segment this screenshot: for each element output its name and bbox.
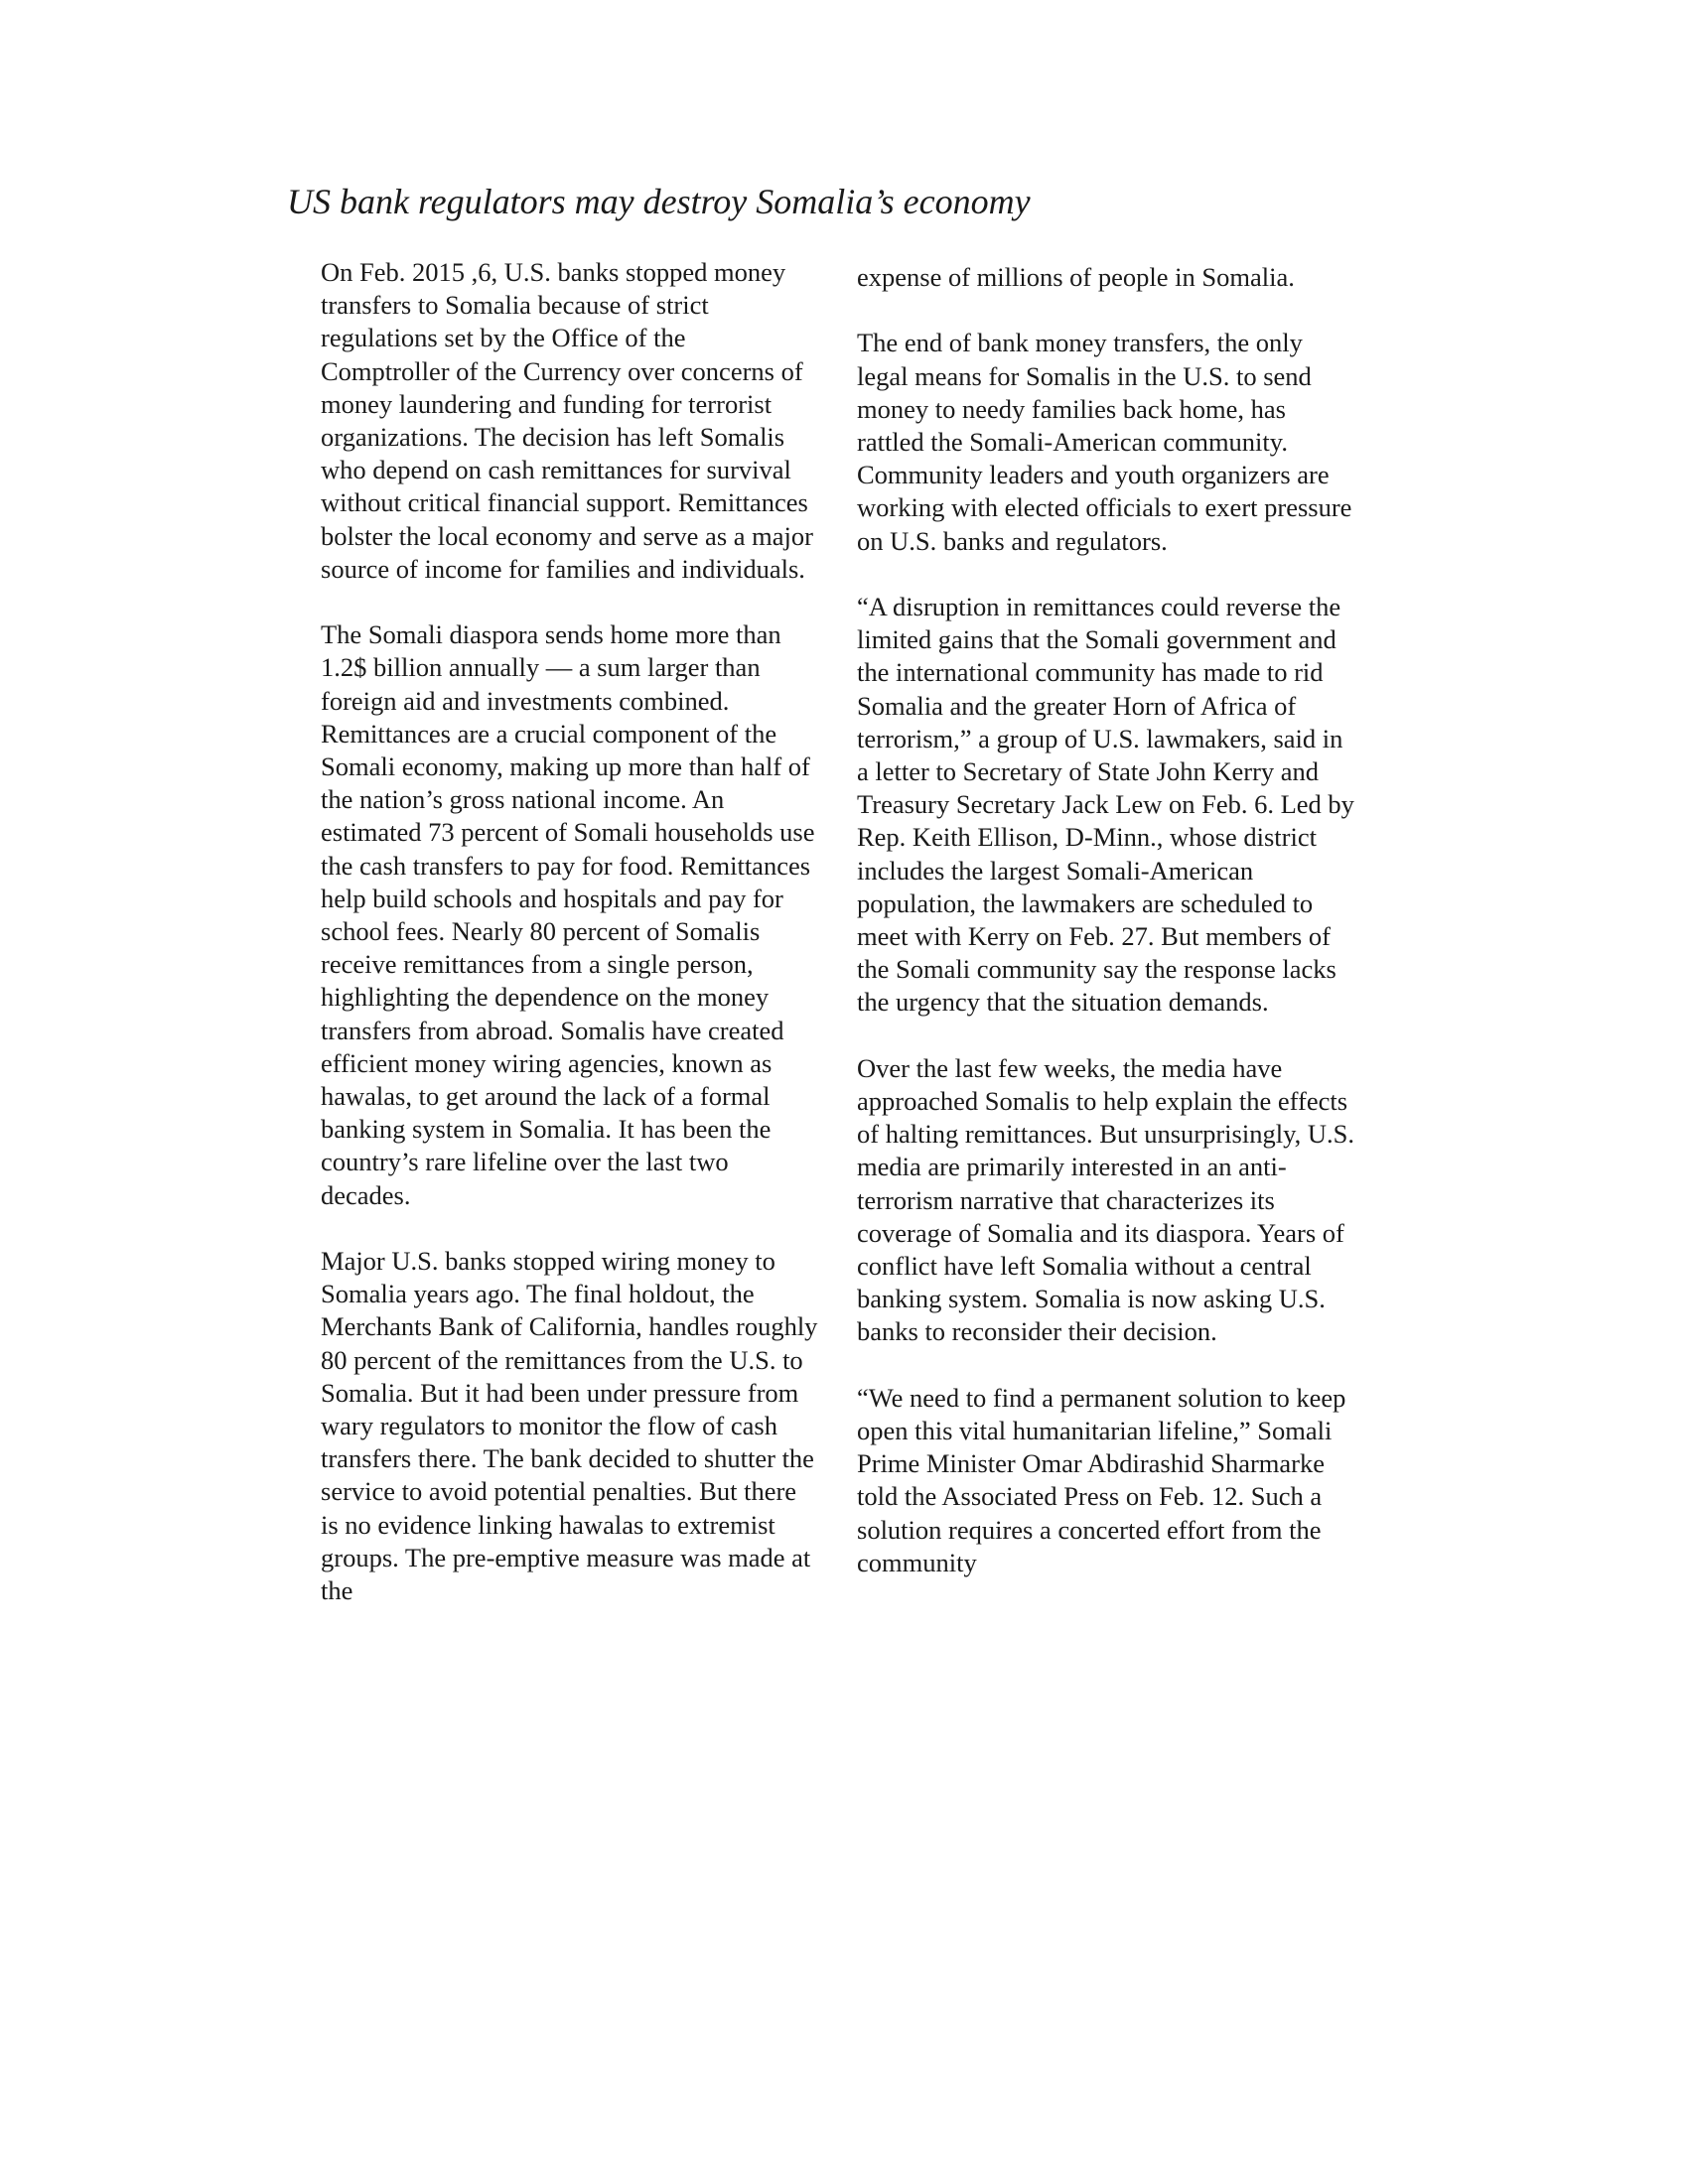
article-title: US bank regulators may destroy Somalia’s economy [287, 182, 1031, 221]
paragraph: expense of millions of people in Somalia. [857, 262, 1295, 292]
paragraph: “A disruption in remittances could reverse the limited gains that the Somali government and the international community has made to rid Somalia and the greater Horn of Africa of terrorism,” a group of U.S. lawmakers, said in a letter to Secretary of State John Kerry and Treasury Secretary Jack Lew on Feb. 6. Led by Rep. Keith Ellison, D-Minn., whose district includes the largest Somali-American population, the lawmakers are scheduled to meet with Kerry on Feb. 27. But members of the Somali community say the response lacks the urgency that the situation demands. [857, 592, 1354, 1018]
left-column [321, 256, 819, 1607]
paragraph: The end of bank money transfers, the only legal means for Somalis in the U.S. to send money to needy families back home, has rattled the Somali-American community. Community leaders and youth organizers are working with elected officials to exert pressure on U.S. banks and regulators. [857, 328, 1352, 556]
paragraph: On Feb. 2015 ,6, U.S. banks stopped money transfers to Somalia because of strict regulations set by the Office of the Comptroller of the Currency over concerns of money laundering and funding for terrorist organizations. The decision has left Somalis who depend on cash remittances for survival without critical financial support. Remittances bolster the local economy and serve as a major source of income for families and individuals. [321, 257, 813, 584]
paragraph: Over the last few weeks, the media have approached Somalis to help explain the effects of halting remittances. But unsurprisingly, U.S. media are primarily interested in an anti-terrorism narrative that characterizes its coverage of Somalia and its diaspora. Years of conflict have left Somalia without a central banking system. Somalia is now asking U.S. banks to reconsider their decision. [857, 1052, 1354, 1347]
paragraph: The Somali diaspora sends home more than 1.2$ billion annually — a sum larger than foreign aid and investments combined. Remittances are a crucial component of the Somali economy, making up more than half of the nation’s gross national income. An estimated 73 percent of Somali households use the cash transfers to pay for food. Remittances help build schools and hospitals and pay for school fees. Nearly 80 percent of Somalis receive remittances from a single person, highlighting the dependence on the money transfers from abroad. Somalis have created efficient money wiring agencies, known as hawalas, to get around the lack of a formal banking system in Somalia. It has been the country’s rare lifeline over the last two decades. [321, 619, 815, 1210]
right-column [857, 261, 1355, 1579]
paragraph: “We need to find a permanent solution to keep open this vital humanitarian lifeline,” Somali Prime Minister Omar Abdirashid Sharmarke told the Associated Press on Feb. 12. Such a solution requires a concerted effort from the community [857, 1382, 1346, 1577]
paragraph: Major U.S. banks stopped wiring money to Somalia years ago. The final holdout, the Merchants Bank of California, handles roughly 80 percent of the remittances from the U.S. to Somalia. But it had been under pressure from wary regulators to monitor the flow of cash transfers there. The bank decided to shutter the service to avoid potential penalties. But there is no evidence linking hawalas to extremist groups. The pre-emptive measure was made at the [321, 1246, 818, 1606]
